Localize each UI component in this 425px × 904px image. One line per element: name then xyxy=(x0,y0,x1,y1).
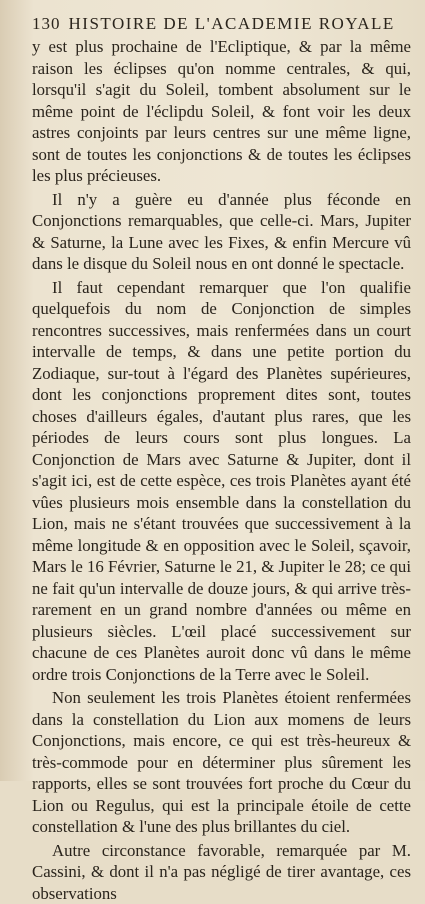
paragraph-1: y est plus prochaine de l'Ecliptique, & par la même raison les éclipses qu'on nomme centrales, & qui, lorsqu'il s'agit du Soleil, tombent absolument sur le même point de l'éclipdu Soleil, & font voir les deux astres conjoints par leurs centres sur une même ligne, sont de toutes les conjonctions & de toutes les éclipses les plus précieuses. xyxy=(32,36,411,187)
paragraph-5: Autre circonstance favorable, remarquée par M. Cassini, & dont il n'a pas négligé de tirer avantage, ces observations xyxy=(32,840,411,904)
body-text xyxy=(32,36,411,904)
paragraph-2: Il n'y a guère eu d'année plus féconde en Conjonctions remarquables, que celle-ci. Mars, Jupiter & Saturne, la Lune avec les Fixes, & enfin Mercure vû dans le disque du Soleil nous en ont donné le spectacle. xyxy=(32,189,411,275)
paragraph-3: Il faut cependant remarquer que l'on qualifie quelquefois du nom de Conjonction de simples rencontres successives, mais renfermées dans un court intervalle de temps, & dans une petite portion du Zodiaque, sur-tout à l'égard des Planètes supérieures, dont les conjonctions proprement dites sont, toutes choses d'ailleurs égales, d'autant plus rares, que les périodes de leurs cours sont plus longues. La Conjonction de Mars avec Saturne & Jupiter, dont il s'agit ici, est de cette espèce, ces trois Planètes ayant été vûes plusieurs mois ensemble dans la constellation du Lion, mais ne s'étant trouvées que successivement à la même longitude & en opposition avec le Soleil, sçavoir, Mars le 16 Février, Saturne le 21, & Jupiter le 28; ce qui ne fait qu'un intervalle de douze jours, & qui arrive très-rarement en un grand nombre d'années ou même en plusieurs siècles. L'œil placé successivement sur chacune de ces Planètes auroit donc vû dans le même ordre trois Conjonctions de la Terre avec le Soleil. xyxy=(32,277,411,686)
running-title: HISTOIRE DE L'ACADEMIE ROYALE xyxy=(69,14,395,34)
page-header xyxy=(32,14,411,34)
paragraph-4: Non seulement les trois Planètes étoient renfermées dans la constellation du Lion aux momens de leurs Conjonctions, mais encore, ce qui est très-heureux & très-commode pour en déterminer plus sûrement les rapports, elles se sont trouvées fort proche du Cœur du Lion ou Regulus, qui est la principale étoile de cette constellation & l'une des plus brillantes du ciel. xyxy=(32,687,411,838)
page-number: 130 xyxy=(32,14,61,34)
